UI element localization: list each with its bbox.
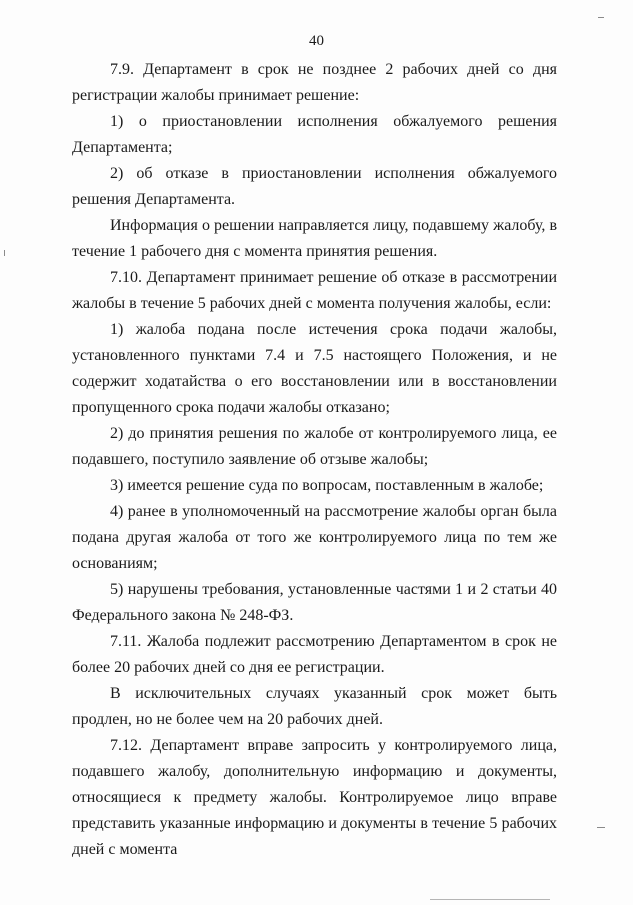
paragraph-7-10-item-5: 5) нарушены требования, установленные частями 1 и 2 статьи 40 Федерального закона № 248-ФЗ. — [72, 581, 557, 624]
paragraph-7-10-item-3: 3) имеется решение суда по вопросам, поставленным в жалобе; — [110, 477, 544, 494]
paragraph-7-10: 7.10. Департамент принимает решение об отказе в рассмотрении жалобы в течение 5 рабочих дней с момента получения жалобы, если: — [72, 269, 557, 312]
scan-mark-left — [4, 250, 5, 256]
scan-mark-bottom — [430, 899, 550, 900]
paragraph-7-9-item-2: 2) об отказе в приостановлении исполнения обжалуемого решения Департамента. — [72, 165, 557, 208]
paragraph-7-9-information: Информация о решении направляется лицу, подавшему жалобу, в течение 1 рабочего дня с момента принятия решения. — [72, 217, 557, 260]
paragraph-7-11: 7.11. Жалоба подлежит рассмотрению Департаментом в срок не более 20 рабочих дней со дня ее регистрации. — [72, 633, 557, 676]
document-body — [72, 57, 557, 863]
scan-mark-right-top — [598, 17, 604, 18]
paragraph-7-11-exception: В исключительных случаях указанный срок может быть продлен, но не более чем на 20 рабочих дней. — [72, 685, 557, 728]
paragraph-7-9-item-1: 1) о приостановлении исполнения обжалуемого решения Департамента; — [72, 113, 557, 156]
page-number: 40 — [309, 33, 324, 49]
paragraph-7-10-item-4: 4) ранее в уполномоченный на рассмотрение жалобы орган была подана другая жалоба от того же контролируемого лица по тем же основаниям; — [72, 503, 557, 572]
paragraph-7-10-item-2: 2) до принятия решения по жалобе от контролируемого лица, ее подавшего, поступило заявление об отзыве жалобы; — [72, 425, 557, 468]
paragraph-7-9: 7.9. Департамент в срок не позднее 2 рабочих дней со дня регистрации жалобы принимает решение: — [72, 61, 557, 104]
scan-mark-right-mid — [597, 827, 605, 828]
paragraph-7-12: 7.12. Департамент вправе запросить у контролируемого лица, подавшего жалобу, дополнительную информацию и документы, относящиеся к предмету жалобы. Контролируемое лицо вправе представить указанные информацию и документы в течение 5 рабочих дней с момента — [72, 737, 557, 858]
paragraph-7-10-item-1: 1) жалоба подана после истечения срока подачи жалобы, установленного пунктами 7.4 и 7.5 настоящего Положения, и не содержит ходатайства о его восстановлении или в восстановлении пропущенного срока подачи жалобы отказано; — [72, 321, 557, 416]
